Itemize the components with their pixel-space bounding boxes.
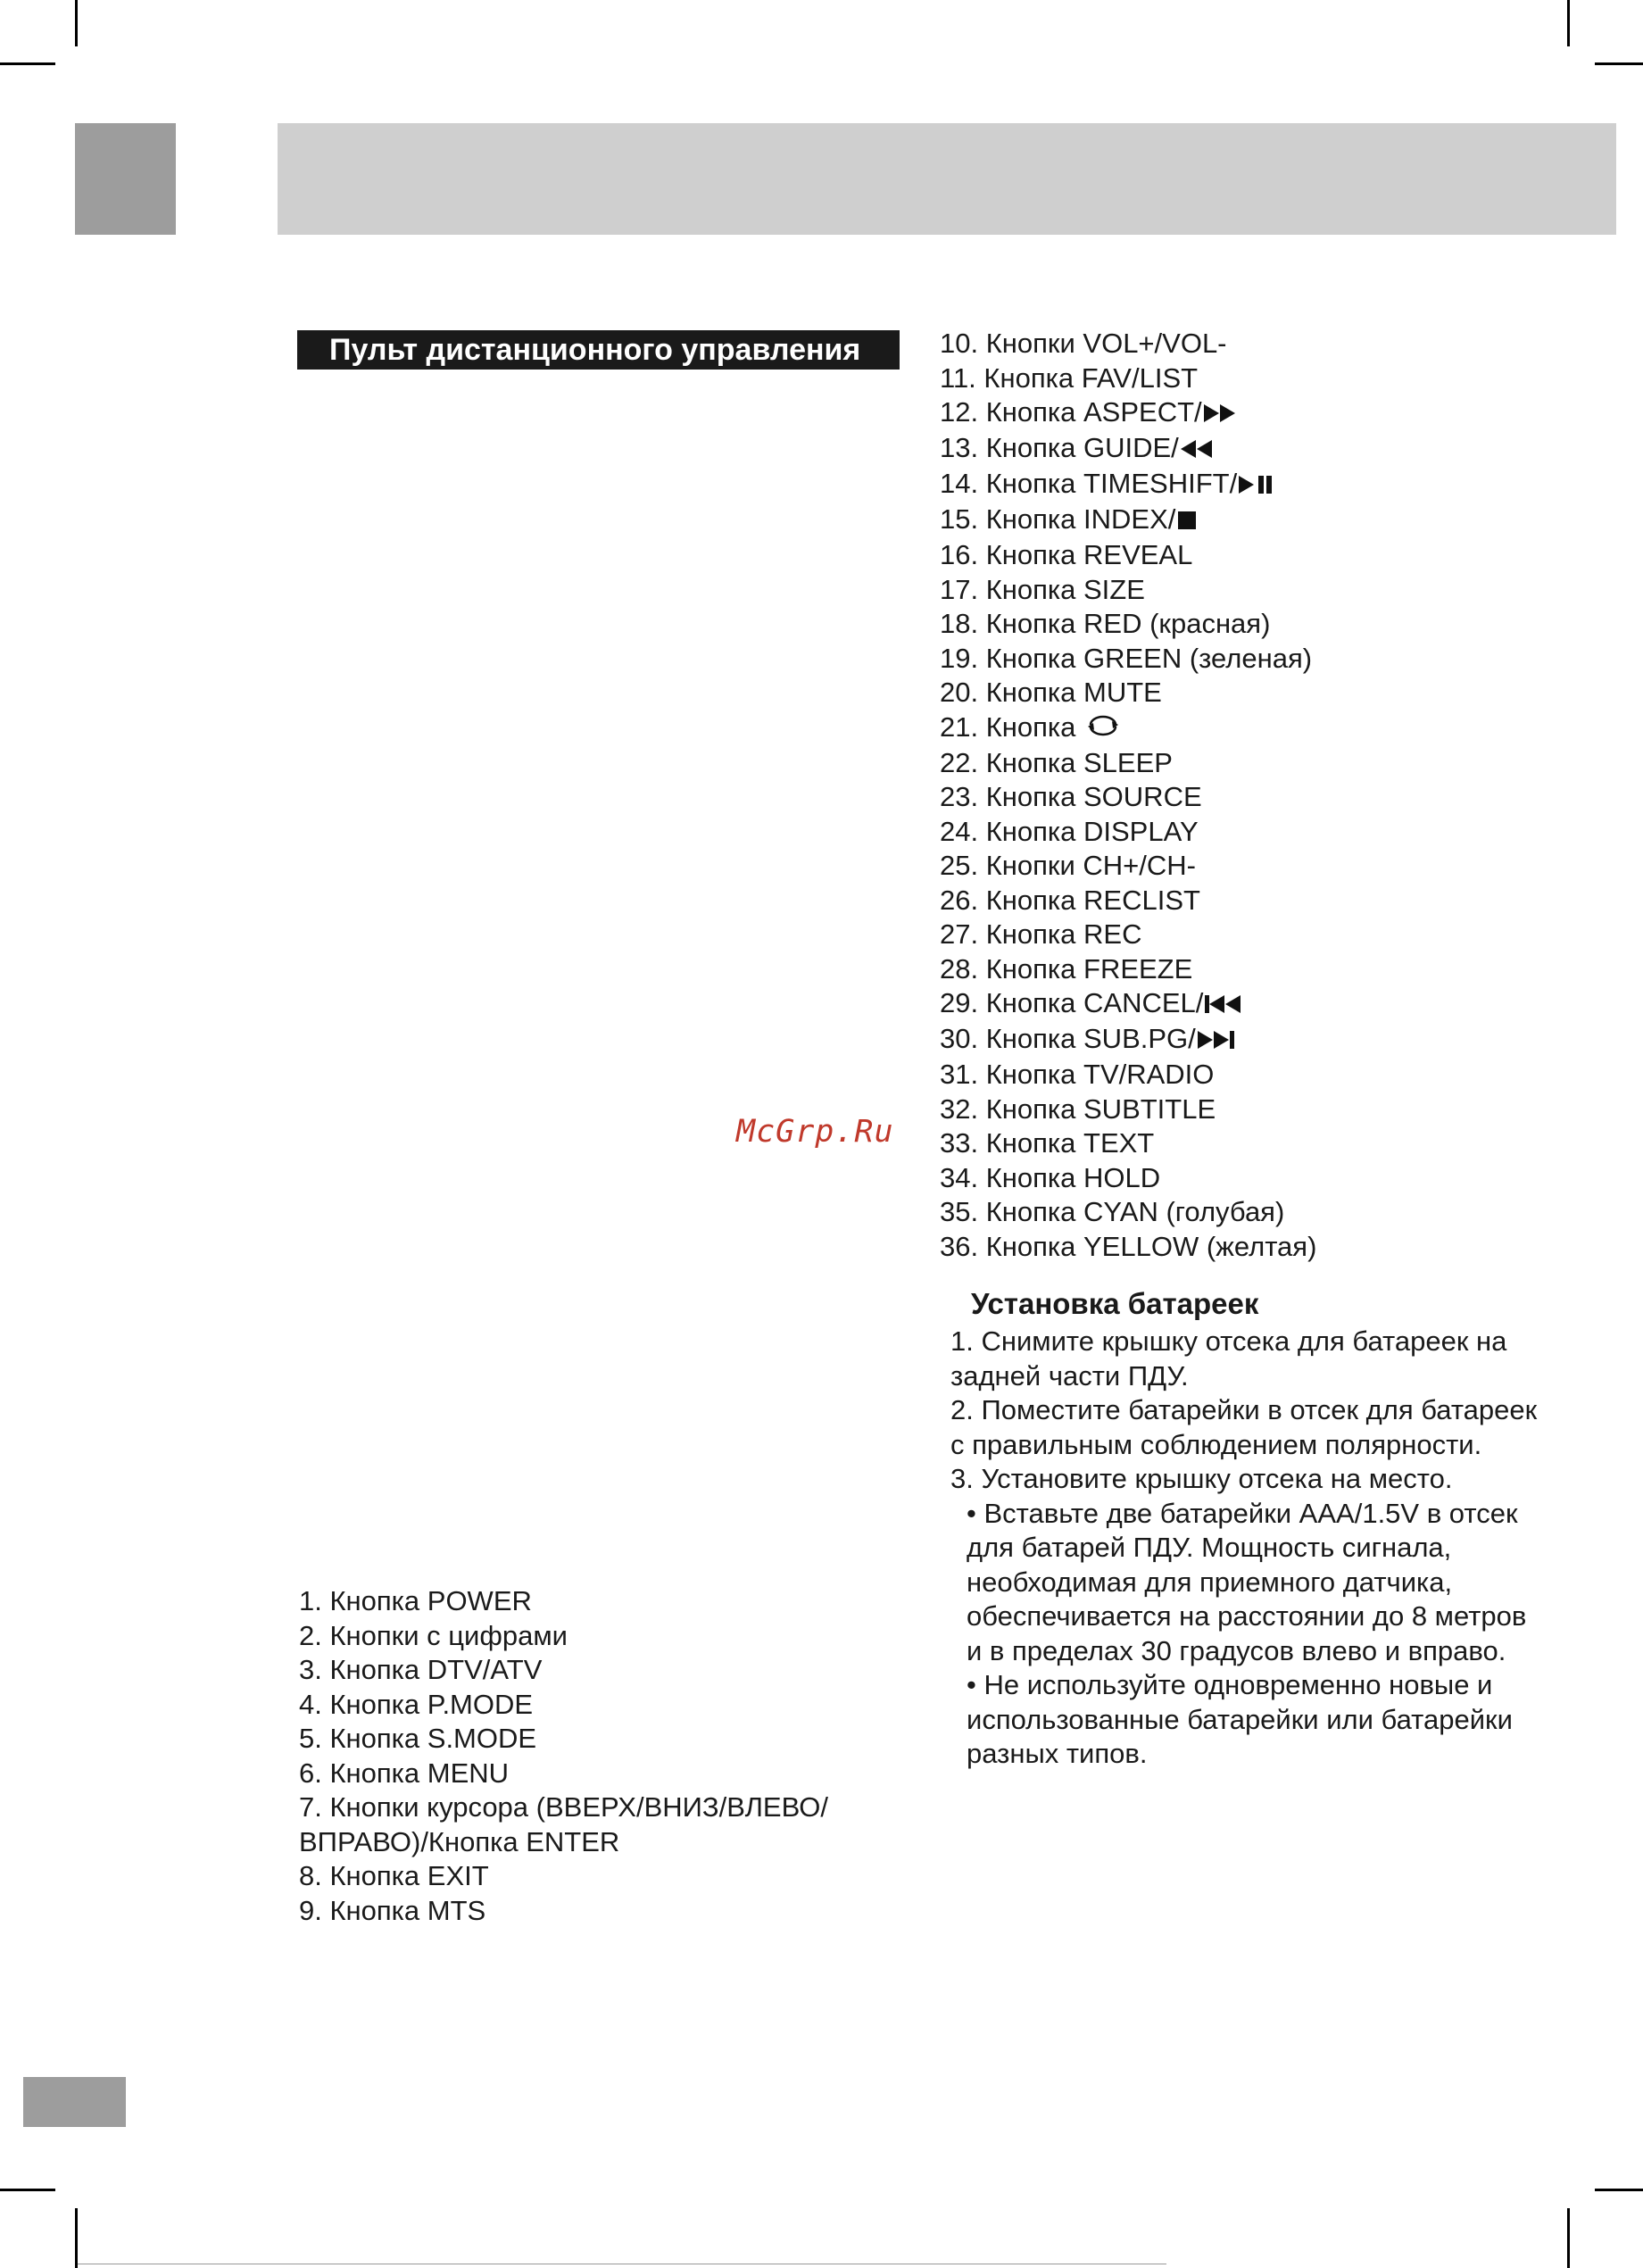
list-item-label: 14. Кнопка TIMESHIFT/ [940,468,1238,500]
list-item [940,1195,1316,1230]
crop-mark [75,0,78,46]
list-item [940,1022,1316,1058]
crop-mark [0,2189,55,2191]
list-item-label: 33. Кнопка TEXT [940,1127,1155,1159]
rewind-icon [1181,433,1215,468]
skip-forward-icon [1198,1024,1239,1059]
list-item: 4. Кнопка P.MODE [299,1688,534,1720]
crop-mark [1567,2208,1570,2268]
list-item [940,503,1316,538]
battery-step: 2. Поместите батарейки в отсек для батареек с правильным соблюдением полярности. [950,1394,1538,1460]
list-item [940,361,1316,396]
battery-note: • Вставьте две батарейки AAA/1.5V в отсек для батарей ПДУ. Мощность сигнала, необходимая для приемного датчика, обеспечивается на расстоянии до 8 метров и в пределах 30 градусов влево и вправо. [967,1497,1527,1666]
right-button-list [940,327,1316,1264]
list-item: 5. Кнопка S.MODE [299,1723,537,1754]
list-item [940,710,1316,746]
battery-step: 1. Снимите крышку отсека для батареек на задней части ПДУ. [950,1325,1507,1392]
list-item-label: 35. Кнопка CYAN (голубая) [940,1196,1285,1228]
recall-icon [1085,711,1121,746]
crop-mark [1595,2189,1643,2191]
stop-icon [1177,504,1197,539]
list-item [940,573,1316,608]
header-band [278,123,1616,235]
list-item-label: 29. Кнопка CANCEL/ [940,987,1204,1019]
crop-mark [0,62,55,65]
list-item-label: 36. Кнопка YELLOW (желтая) [940,1230,1317,1262]
list-item-label: 11. Кнопка FAV/LIST [940,361,1199,394]
list-item [940,642,1316,677]
list-item-label: 24. Кнопка DISPLAY [940,815,1199,847]
list-item-label: 13. Кнопка GUIDE/ [940,432,1179,464]
list-item-label: 10. Кнопки VOL+/VOL- [940,328,1227,359]
list-item [940,986,1316,1022]
list-item: 3. Кнопка DTV/ATV [299,1654,543,1685]
list-item [940,395,1316,431]
list-item [940,746,1316,781]
list-item: 6. Кнопка MENU [299,1757,510,1789]
list-item-label: 19. Кнопка GREEN (зеленая) [940,642,1313,674]
list-item-label: 32. Кнопка SUBTITLE [940,1092,1216,1125]
list-item [940,884,1316,918]
left-button-list [299,1584,906,1928]
list-item [940,607,1316,642]
list-item: 2. Кнопки с цифрами [299,1619,568,1651]
list-item [940,1058,1316,1092]
list-item: 7. Кнопки курсора (ВВЕРХ/ВНИЗ/ВЛЕВО/ВПРАВО)/Кнопка ENTER [299,1791,828,1857]
list-item [940,467,1316,503]
list-item [940,952,1316,987]
list-item-label: 22. Кнопка SLEEP [940,746,1173,778]
crop-mark [1567,0,1570,46]
list-item [940,815,1316,850]
list-item [940,538,1316,573]
battery-note: • Не используйте одновременно новые и использованные батарейки или батарейки разных типов. [967,1669,1513,1769]
fast-forward-icon [1204,397,1238,432]
list-item-label: 23. Кнопка SOURCE [940,781,1202,813]
list-item-label: 28. Кнопка FREEZE [940,952,1193,984]
list-item-label: 27. Кнопка REC [940,918,1142,951]
list-item [940,676,1316,710]
header-tab [75,123,176,235]
list-item [940,431,1316,467]
section-title: Пульт дистанционного управления [297,330,900,370]
list-item [940,1161,1316,1196]
list-item-label: 34. Кнопка HOLD [940,1161,1161,1193]
list-item-label: 15. Кнопка INDEX/ [940,503,1176,536]
list-item-label: 25. Кнопки CH+/CH- [940,850,1196,882]
play-pause-icon [1239,469,1274,503]
battery-instructions [940,1325,1538,1772]
list-item [940,849,1316,884]
page-number-tab [23,2077,126,2127]
list-item-label: 18. Кнопка RED (красная) [940,608,1271,640]
list-item-label: 17. Кнопка SIZE [940,573,1145,605]
list-item-label: 16. Кнопка REVEAL [940,539,1193,571]
battery-section-title: Установка батареек [971,1287,1259,1320]
list-item [940,1230,1316,1265]
list-item: 1. Кнопка POWER [299,1585,532,1616]
list-item [940,918,1316,952]
list-item [940,1092,1316,1127]
crop-mark [1595,62,1643,65]
list-item [940,1126,1316,1161]
crop-mark [75,2208,78,2268]
list-item-label: 26. Кнопка RECLIST [940,884,1200,916]
skip-back-icon [1205,988,1246,1023]
battery-step: 3. Установите крышку отсека на место. [950,1463,1453,1494]
list-item-label: 12. Кнопка ASPECT/ [940,396,1202,428]
list-item-label: 31. Кнопка TV/RADIO [940,1059,1215,1091]
list-item: 8. Кнопка EXIT [299,1860,489,1891]
list-item-label: 30. Кнопка SUB.PG/ [940,1023,1196,1055]
list-item [940,780,1316,815]
watermark: McGrp.Ru [736,1114,894,1150]
list-item: 9. Кнопка MTS [299,1894,486,1926]
list-item-label: 21. Кнопка [940,710,1084,743]
list-item [940,327,1316,361]
list-item-label: 20. Кнопка MUTE [940,677,1162,709]
